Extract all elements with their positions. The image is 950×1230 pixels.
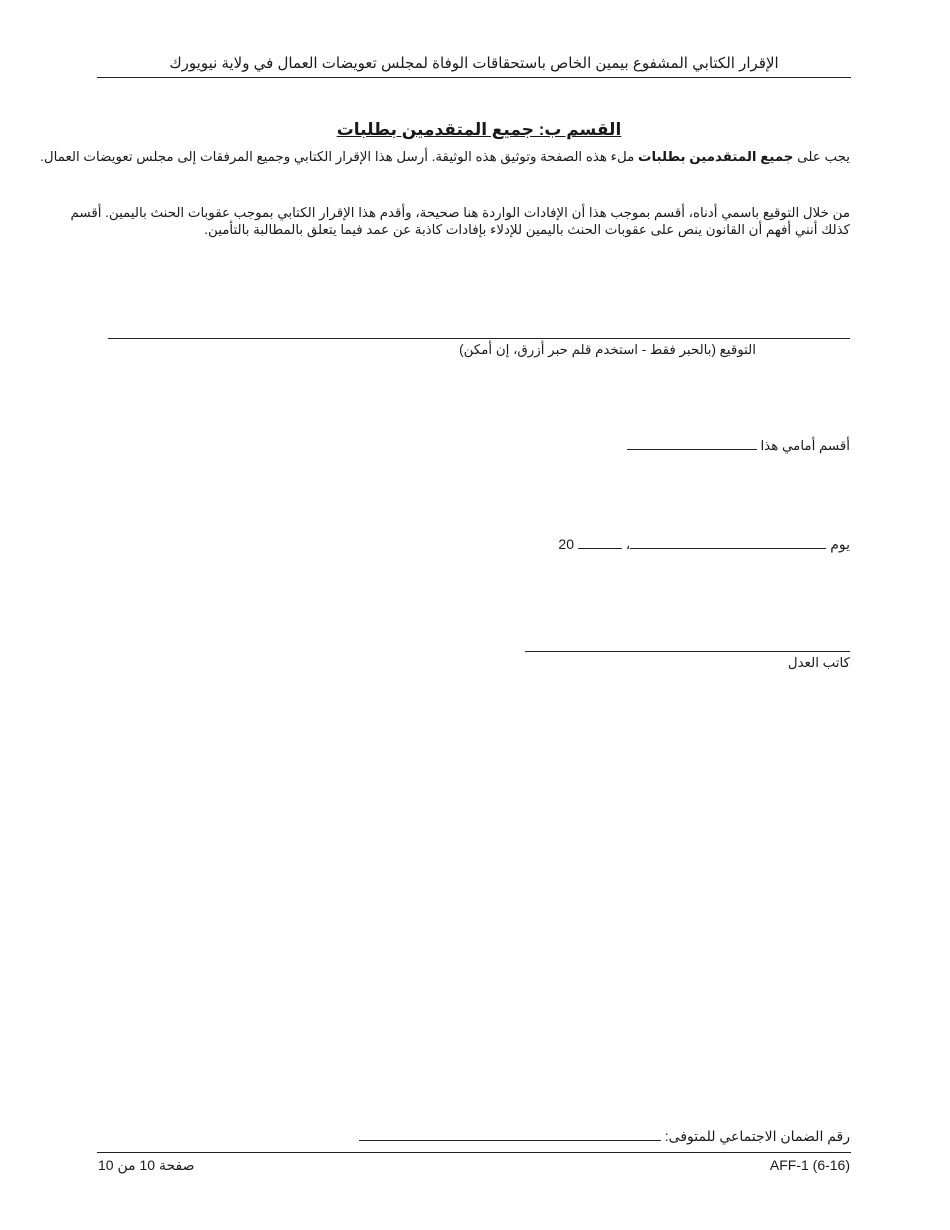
day-field[interactable] [630,536,826,549]
date-separator: ، [625,536,631,552]
notary-signature-field[interactable] [525,651,850,652]
ssn-label: رقم الضمان الاجتماعي للمتوفى: [664,1128,850,1144]
footer-divider [97,1152,851,1153]
page-number: صفحة 10 من 10 [98,1157,195,1173]
instruction-suffix: ملء هذه الصفحة وتوثيق هذه الوثيقة. أرسل هذا الإقرار الكتابي وجميع المرفقات إلى مجلس تعويضات العمال. [40,149,639,164]
sworn-row [500,437,850,454]
month-field[interactable] [578,536,622,549]
instruction-prefix: يجب على [793,149,850,164]
year-prefix: 20 [558,536,574,552]
header-divider [97,77,851,78]
form-code: AFF-1 (6-16) [769,1157,850,1173]
section-title: القسم ب: جميع المتقدمين بطلبات [336,120,622,139]
oath-paragraph: من خلال التوقيع باسمي أدناه، أقسم بموجب هذا أن الإفادات الواردة هنا صحيحة، وأقدم هذا الإقرار الكتابي بموجب عقوبات الحنث باليمين. أقسم كذلك أنني أفهم أن القانون ينص على عقوبات الحنث باليمين للإدلاء بإفادات كاذبة عن عمد فيما يتعلق بالمطالبة بالتأمين. [70,205,850,237]
instruction-bold: جميع المتقدمين بطلبات [638,149,794,164]
date-row [400,536,850,553]
signature-label: التوقيع (بالحبر فقط - استخدم قلم حبر أزرق، إن أمكن) [459,342,756,357]
signature-field[interactable] [108,338,850,339]
ssn-field[interactable] [359,1128,661,1141]
day-label: يوم [830,536,850,552]
ssn-row [300,1128,850,1145]
sworn-blank-field[interactable] [627,437,757,450]
header-title: الإقرار الكتابي المشفوع بيمين الخاص باستحقاقات الوفاة لمجلس تعويضات العمال في ولاية نيويورك [169,55,779,72]
notary-label: كاتب العدل [787,655,850,670]
instruction-text [40,148,850,166]
sworn-label: أقسم أمامي هذا [760,438,850,453]
